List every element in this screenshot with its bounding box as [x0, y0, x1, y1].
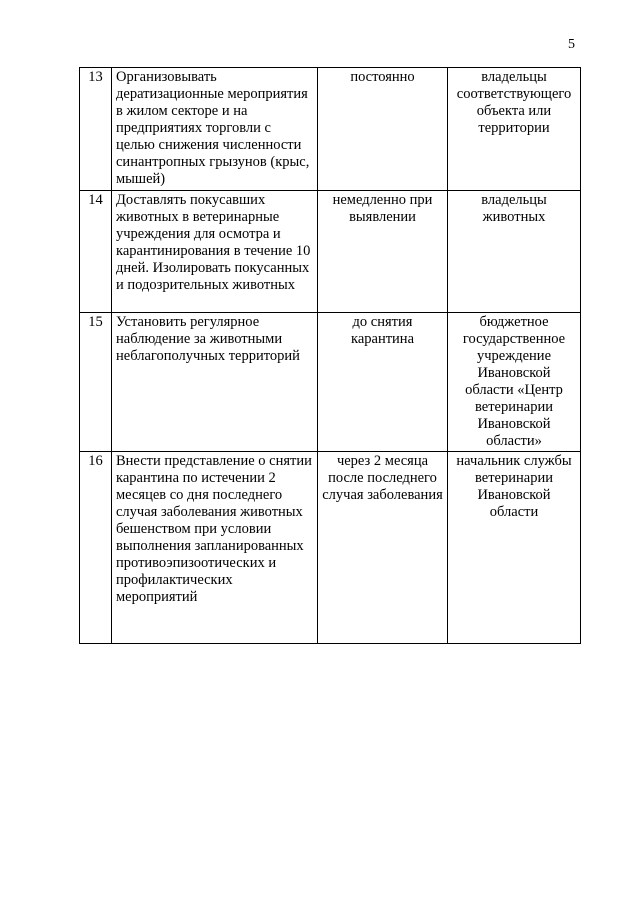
measure-responsible: владельцы соответствующего объекта или территории	[448, 68, 581, 191]
measure-responsible: начальник службы ветеринарии Ивановской области	[448, 452, 581, 644]
measure-text: Установить регулярное наблюдение за животными неблагополучных территорий	[112, 313, 318, 452]
table-row	[80, 313, 581, 452]
measure-term: постоянно	[318, 68, 448, 191]
measure-responsible: владельцы животных	[448, 191, 581, 313]
measure-responsible: бюджетное государственное учреждение Ивановской области «Центр ветеринарии Ивановской области»	[448, 313, 581, 452]
row-number: 16	[80, 452, 112, 644]
row-number: 14	[80, 191, 112, 313]
measure-term: до снятия карантина	[318, 313, 448, 452]
measure-text: Доставлять покусавших животных в ветеринарные учреждения для осмотра и карантинирования в течение 10 дней. Изолировать покусанных и подозрительных животных	[112, 191, 318, 313]
measure-text: Внести представление о снятии карантина по истечении 2 месяцев со дня последнего случая заболевания животных бешенством при условии выполнения запланированных противоэпизоотических и профилактических мероприятий	[112, 452, 318, 644]
table-row	[80, 452, 581, 644]
measure-text: Организовывать дератизационные мероприятия в жилом секторе и на предприятиях торговли с целью снижения численности синантропных грызунов (крыс, мышей)	[112, 68, 318, 191]
table-row	[80, 191, 581, 313]
measure-term: через 2 месяца после последнего случая заболевания	[318, 452, 448, 644]
measures-table	[79, 67, 581, 644]
row-number: 15	[80, 313, 112, 452]
row-number: 13	[80, 68, 112, 191]
page-number: 5	[568, 37, 575, 52]
measure-term: немедленно при выявлении	[318, 191, 448, 313]
table-row	[80, 68, 581, 191]
